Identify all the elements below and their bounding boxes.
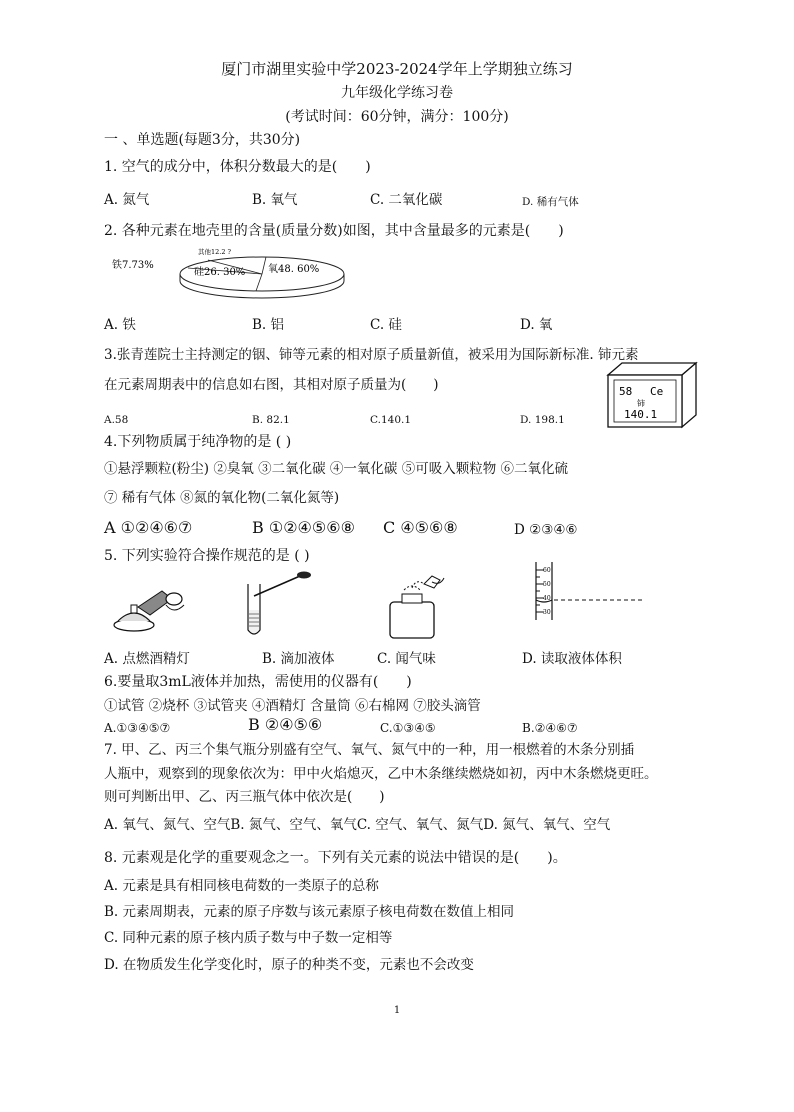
q3-stem: 3.张青莲院士主持测定的铟、铈等元素的相对原子质量新值，被采用为国际新标准. 铈元素: [104, 347, 639, 363]
q1-option-a: A. 氮气: [104, 192, 150, 208]
q8-option-c: C. 同种元素的原子核内质子数与中子数一定相等: [104, 930, 393, 946]
q3-option-b: B. 82.1: [252, 414, 290, 426]
exam-title: 厦门市湖里实验中学2023-2024学年上学期独立练习: [221, 60, 573, 78]
exam-info: (考试时间：60分钟，满分：100分): [285, 109, 509, 125]
q6-option-b: B ②④⑤⑥: [248, 715, 323, 734]
q3-option-c: C.140.1: [370, 414, 412, 426]
q5-option-d: D. 读取液体体积: [522, 651, 622, 667]
cylinder-tick-30: 30: [543, 609, 551, 616]
q3-option-d: D. 198.1: [520, 414, 565, 426]
element-symbol: Ce: [650, 385, 664, 398]
cylinder-tick-60: 60: [543, 567, 551, 574]
q1-option-c: C. 二氧化碳: [370, 192, 443, 208]
cerium-element-box: [606, 361, 700, 429]
element-name: 铈: [637, 399, 645, 408]
q8-option-b: B. 元素周期表，元素的原子序数与该元素原子核电荷数在数值上相同: [104, 904, 515, 920]
q1-option-b: B. 氧气: [252, 192, 298, 208]
q6-option-d: B.②④⑥⑦: [522, 721, 578, 735]
cylinder-tick-40: 40: [543, 595, 551, 602]
q5-option-c: C. 闻气味: [377, 651, 436, 667]
q2-option-d: D. 氧: [520, 317, 553, 333]
q4-items-1: ①悬浮颗粒(粉尘) ②臭氧 ③二氧化碳 ④一氧化碳 ⑤可吸入颗粒物 ⑥二氧化硫: [104, 461, 568, 477]
q6-option-c: C.①③④⑤: [380, 721, 436, 735]
section-heading: 一 、单选题(每题3分，共30分): [104, 132, 301, 148]
q8-stem: 8. 元素观是化学的重要观念之一。下列有关元素的说法中错误的是( )。: [104, 850, 567, 866]
pie-label-silicon: 硅26. 30%: [194, 267, 246, 278]
pie-label-oxygen: 氧48. 60%: [268, 264, 320, 275]
q6-option-a: A.①③④⑤⑦: [104, 721, 171, 735]
q6-stem: 6.要量取3mL液体并加热，需使用的仪器有( ): [104, 674, 412, 690]
q2-option-a: A. 铁: [104, 317, 136, 333]
q7-options: A. 氧气、氮气、空气B. 氮气、空气、氧气C. 空气、氧气、氮气D. 氮气、氧气、空气: [104, 817, 611, 833]
cylinder-tick-50: 50: [543, 581, 551, 588]
q7-stem-2: 人瓶中，观察到的现象依次为：甲中火焰熄灭，乙中木条继续燃烧如初，丙中木条燃烧更旺。: [104, 766, 658, 782]
crust-pie-chart: [110, 248, 350, 300]
q3-option-a: A.58: [104, 414, 129, 426]
element-mass: 140.1: [624, 408, 658, 421]
page-number: 1: [393, 1005, 401, 1016]
graduated-cylinder-figure: [522, 560, 646, 626]
q1-option-d: D. 稀有气体: [522, 196, 579, 208]
q8-option-d: D. 在物质发生化学变化时，原子的种类不变，元素也不会改变: [104, 957, 474, 973]
dropper-test-tube-figure: [244, 570, 314, 640]
q8-option-a: A. 元素是具有相同核电荷数的一类原子的总称: [104, 878, 379, 894]
q6-items: ①试管 ②烧杯 ③试管夹 ④酒精灯 含量筒 ⑥右棉网 ⑦胶头滴管: [104, 698, 481, 714]
pie-label-other: 其他12.2 ?: [198, 248, 232, 256]
q5-option-a: A. 点燃酒精灯: [104, 651, 190, 667]
q3-stem-2: 在元素周期表中的信息如右图，其相对原子质量为( ): [104, 377, 439, 393]
q7-stem: 7. 甲、乙、丙三个集气瓶分别盛有空气、氧气、氮气中的一种，用一根燃着的木条分别插: [104, 742, 635, 758]
q4-option-d: D ②③④⑥: [514, 522, 578, 538]
q2-option-c: C. 硅: [370, 317, 402, 333]
q4-option-c: C ④⑤⑥⑧: [383, 518, 458, 537]
pie-label-iron: 铁7.73%: [112, 260, 154, 271]
q2-option-b: B. 铝: [252, 317, 285, 333]
alcohol-lamp-figure: [110, 585, 190, 635]
q5-stem: 5. 下列实验符合操作规范的是 ( ): [104, 548, 310, 564]
q4-items-2: ⑦ 稀有气体 ⑧氮的氧化物(二氧化氮等): [104, 490, 340, 506]
q5-option-b: B. 滴加液体: [262, 651, 335, 667]
q4-option-b: B ①②④⑤⑥⑧: [252, 518, 355, 537]
q7-stem-3: 则可判断出甲、乙、丙三瓶气体中依次是( ): [104, 789, 385, 805]
q2-stem: 2. 各种元素在地壳里的含量(质量分数)如图，其中含量最多的元素是( ): [104, 223, 564, 239]
q4-stem: 4.下列物质属于纯净物的是 ( ): [104, 434, 292, 450]
q4-option-a: A ①②④⑥⑦: [104, 518, 193, 537]
exam-subtitle: 九年级化学练习卷: [341, 85, 453, 101]
element-number: 58: [619, 385, 633, 398]
q1-stem: 1. 空气的成分中，体积分数最大的是( ): [104, 159, 371, 175]
smell-gas-figure: [382, 574, 452, 640]
